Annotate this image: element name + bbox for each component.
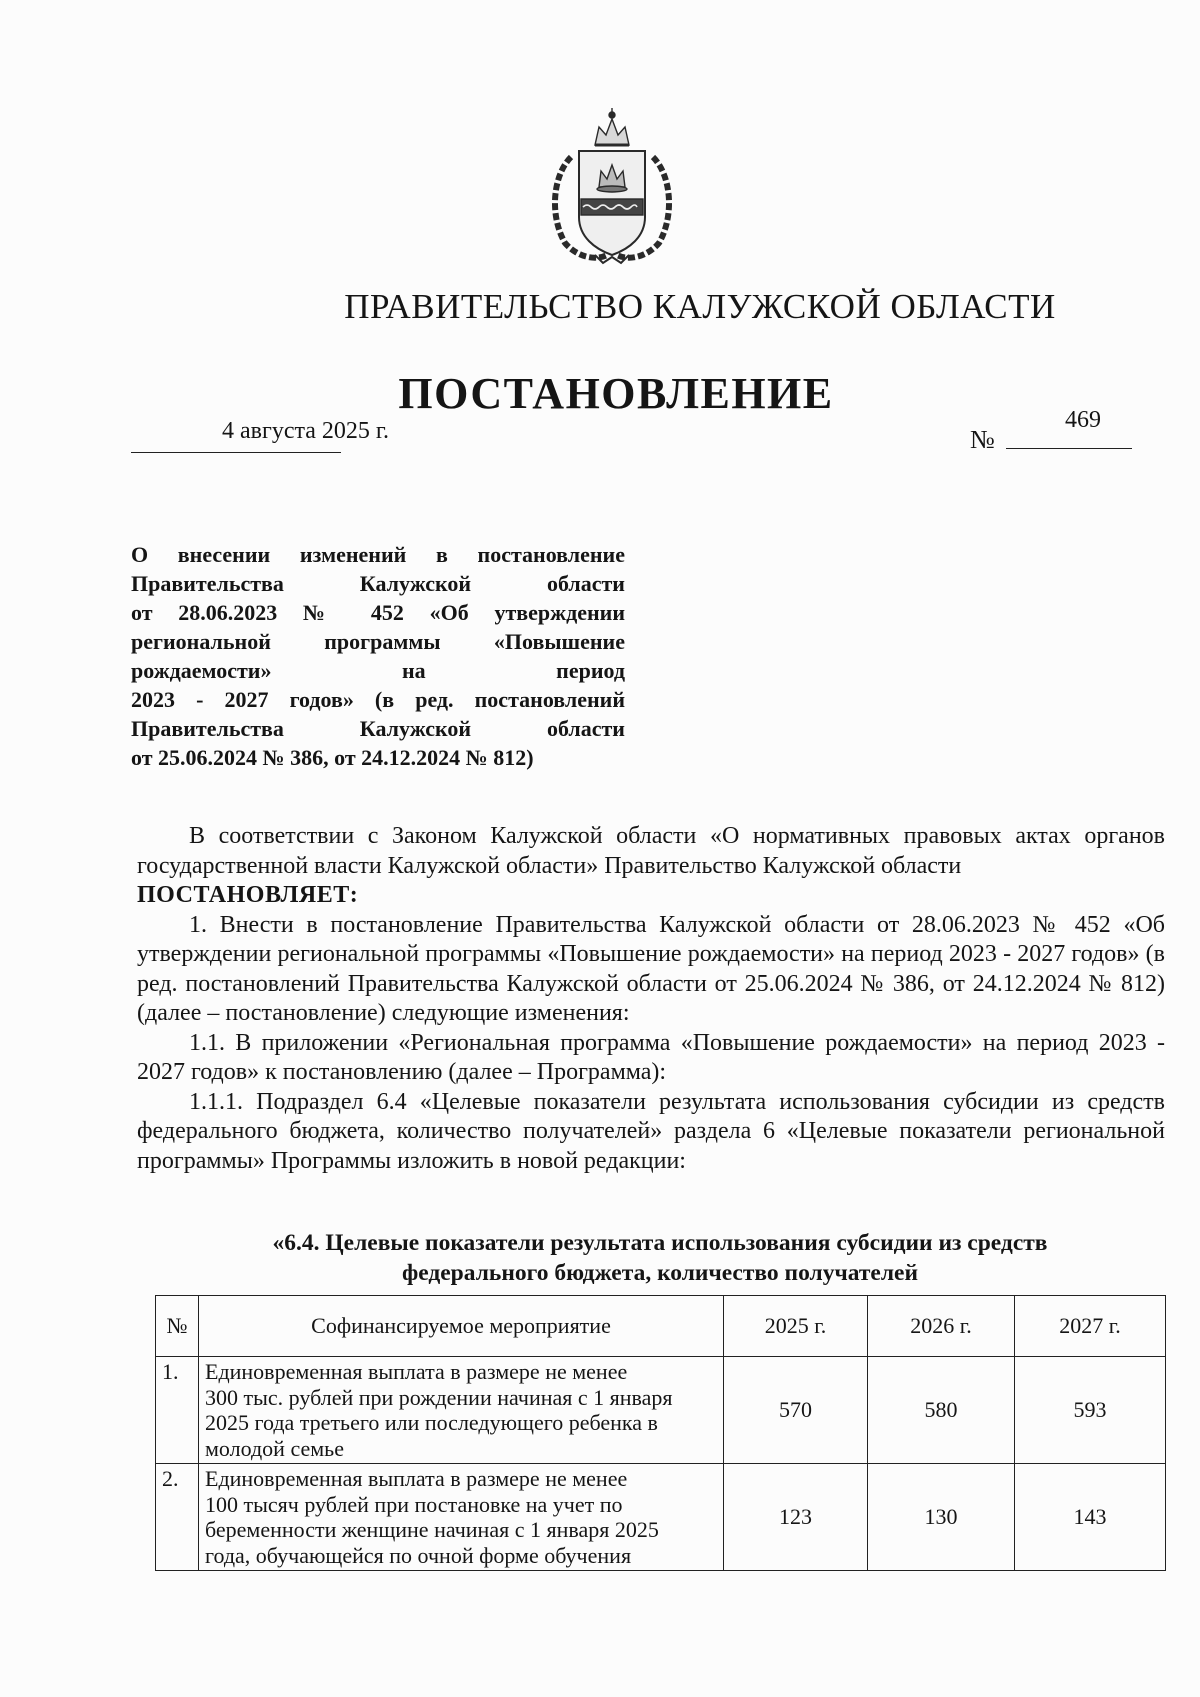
header-measure: Софинансируемое мероприятие bbox=[199, 1296, 724, 1357]
row-2025: 123 bbox=[724, 1464, 868, 1571]
header-num: № bbox=[156, 1296, 199, 1357]
subject-line: от 25.06.2024 № 386, от 24.12.2024 № 812) bbox=[131, 745, 534, 770]
measure-line: 2025 года третьего или последующего ребенка в bbox=[205, 1410, 658, 1435]
measure-line: Единовременная выплата в размере не менее bbox=[205, 1466, 628, 1491]
row-2026: 580 bbox=[868, 1357, 1015, 1464]
row-num: 1. bbox=[156, 1357, 199, 1464]
measure-line: года, обучающейся по очной форме обучения bbox=[205, 1542, 632, 1568]
targets-table bbox=[155, 1295, 1166, 1571]
document-date: 4 августа 2025 г. bbox=[222, 418, 390, 444]
paragraph-1-1-1: 1.1.1. Подраздел 6.4 «Целевые показатели результата использования субсидии из средств федерального бюджета, количество получателей» раздела 6 «Целевые показатели региональной программы» Программы изложить в новой редакции: bbox=[137, 1088, 1165, 1174]
subject-line: Правительства Калужской области bbox=[131, 716, 625, 741]
number-underline bbox=[1006, 448, 1132, 449]
row-measure bbox=[199, 1464, 724, 1571]
row-2026: 130 bbox=[868, 1464, 1015, 1571]
row-measure bbox=[199, 1357, 724, 1464]
subject-line: О внесении изменений в постановление bbox=[131, 542, 625, 567]
section-title bbox=[140, 1228, 1180, 1288]
subject-line: Правительства Калужской области bbox=[131, 571, 625, 596]
number-sign: № bbox=[970, 425, 995, 454]
document-body bbox=[137, 822, 1165, 1176]
header-2025: 2025 г. bbox=[724, 1296, 868, 1357]
header-2027: 2027 г. bbox=[1015, 1296, 1166, 1357]
document-subject bbox=[131, 540, 625, 772]
measure-line: молодой семье bbox=[205, 1435, 344, 1461]
section-title-line: федерального бюджета, количество получателей bbox=[401, 1260, 918, 1286]
organization-title: ПРАВИТЕЛЬСТВО КАЛУЖСКОЙ ОБЛАСТИ bbox=[344, 287, 1056, 326]
preamble-paragraph bbox=[137, 822, 1165, 881]
paragraph-1-1: 1.1. В приложении «Региональная программа «Повышение рождаемости» на период 2023 - 2027 годов» к постановлению (далее – Программа): bbox=[137, 1029, 1165, 1085]
section-title-line: «6.4. Целевые показатели результата использования субсидии из средств bbox=[272, 1230, 1048, 1256]
document-number: 469 bbox=[1065, 407, 1101, 433]
date-underline bbox=[131, 452, 341, 453]
table-header-row bbox=[156, 1296, 1166, 1357]
measure-line: беременности женщине начиная с 1 января 2025 bbox=[205, 1517, 659, 1542]
table-row bbox=[156, 1357, 1166, 1464]
paragraph-1: 1. Внести в постановление Правительства Калужской области от 28.06.2023 № 452 «Об утверждении региональной программы «Повышение рождаемости» на период 2023 - 2027 годов» (в ред. постановлений Правительства Калужской области от 25.06.2024 № 386, от 24.12.2024 № 812) (далее – постановление) следующие изменения: bbox=[137, 911, 1165, 1026]
measure-line: Единовременная выплата в размере не менее bbox=[205, 1359, 628, 1384]
header-2026: 2026 г. bbox=[868, 1296, 1015, 1357]
table-row bbox=[156, 1464, 1166, 1571]
document-type: ПОСТАНОВЛЕНИЕ bbox=[398, 369, 834, 418]
resolves-word: ПОСТАНОВЛЯЕТ: bbox=[137, 882, 359, 908]
measure-line: 300 тыс. рублей при рождении начиная с 1 января bbox=[205, 1384, 673, 1410]
resolves-line bbox=[137, 881, 1165, 911]
measure-line: 100 тысяч рублей при постановке на учет по bbox=[205, 1491, 623, 1517]
subject-line: 2023 - 2027 годов» (в ред. постановлений bbox=[131, 687, 625, 712]
subject-line: рождаемости» на период bbox=[131, 658, 625, 683]
subject-line: от 28.06.2023 № 452 «Об утверждении bbox=[131, 600, 625, 625]
row-2025: 570 bbox=[724, 1357, 868, 1464]
subject-line: региональной программы «Повышение bbox=[131, 629, 625, 654]
row-2027: 143 bbox=[1015, 1464, 1166, 1571]
kaluga-coat-of-arms-icon bbox=[543, 105, 681, 265]
row-num: 2. bbox=[156, 1464, 199, 1571]
row-2027: 593 bbox=[1015, 1357, 1166, 1464]
preamble-text: В соответствии с Законом Калужской области «О нормативных правовых актах органов государственной власти Калужской области» Правительство Калужской области bbox=[137, 823, 1165, 879]
